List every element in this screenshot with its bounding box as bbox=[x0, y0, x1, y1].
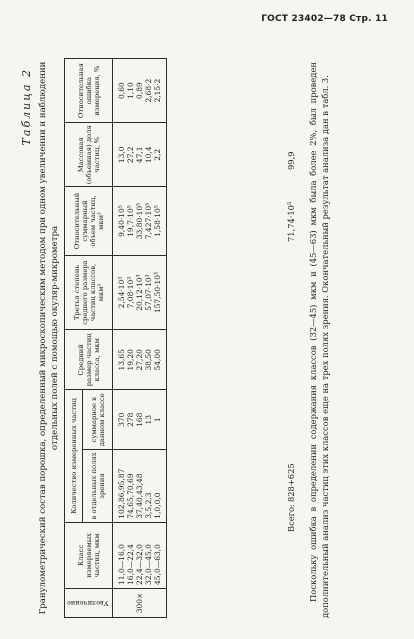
header-count-group: Количество измеренных частиц bbox=[65, 390, 83, 522]
third-power-cell: 2,54·10³ 7,08·10³ 20,12·10³ 57,07·10³ 157,50·10³ bbox=[113, 255, 167, 330]
avg-size-cell: 13,65 19,20 27,20 38,50 54,00 bbox=[113, 330, 167, 390]
header-mass-fraction: Массовая (объемная) доля частиц, % bbox=[65, 123, 113, 187]
header-third-power: Третья степень среднего размера частиц классов, мкм³ bbox=[65, 255, 113, 330]
summary-volume: 71,74·10⁵ bbox=[286, 201, 296, 242]
table-label: Таблица 2 bbox=[20, 68, 33, 146]
summary-row bbox=[286, 58, 300, 618]
summary-label: Всего: bbox=[286, 504, 296, 532]
fields-cell: 102,86,95,87 74,65,70,69 37,40,43,48 3,5,2,3 1,0,0,0 bbox=[113, 450, 167, 523]
summary-mass: 99,9 bbox=[286, 151, 296, 170]
header-avg-size: Средний размер частиц класса, мкм bbox=[65, 330, 113, 390]
rotated-content bbox=[18, 58, 393, 618]
header-magnification: Увеличение bbox=[65, 588, 113, 617]
total-cell: 370 278 168 13 1 bbox=[113, 390, 167, 450]
mass-fraction-cell: 13,0 27,2 47,1 10,4 2,2 bbox=[113, 123, 167, 187]
rel-error-cell: 0,60 1,10 0,89 2,68·2 2,15·2 bbox=[113, 59, 167, 123]
rel-volume-cell: 9,40·10⁵ 19,7·10⁵ 33,80·10⁵ 7,427·10⁵ 1,58·10⁵ bbox=[113, 187, 167, 255]
summary-counts: 828+625 bbox=[286, 463, 296, 502]
header-count-fields: в отдельных полях зрения bbox=[83, 450, 113, 523]
header-count-total: суммарное в данном классе bbox=[83, 390, 113, 450]
header-class: Класс измеряемых частиц, мкм bbox=[65, 522, 113, 588]
granulometric-table bbox=[64, 58, 167, 618]
page-header: ГОСТ 23402—78 Стр. 11 bbox=[261, 14, 388, 24]
header-rel-volume: Относительный суммарный объем частиц, мкм³ bbox=[65, 187, 113, 255]
class-cell: 11,0—16,0 16,0—22,4 22,4—32,0 32,0—45,0 45,0—63,0 bbox=[113, 522, 167, 588]
footnote-paragraph: Поскольку ошибка в определении содержания классов (32—45) мкм и (45—63) мкм была более 2%, был проведен дополнительный анализ частиц этих классов еще на трех полях зрения. Окончательный результат анализа дан в табл. 3. bbox=[308, 62, 330, 618]
magnification-cell: 300× bbox=[113, 588, 167, 617]
header-rel-error: Относительная ошибка измерения, % bbox=[65, 59, 113, 123]
table-caption: Гранулометрический состав порошка, определенный микроскопическим методом при одном увеличении и наблюдении отдельных полей с помощью окуляр-микрометра bbox=[38, 61, 60, 615]
